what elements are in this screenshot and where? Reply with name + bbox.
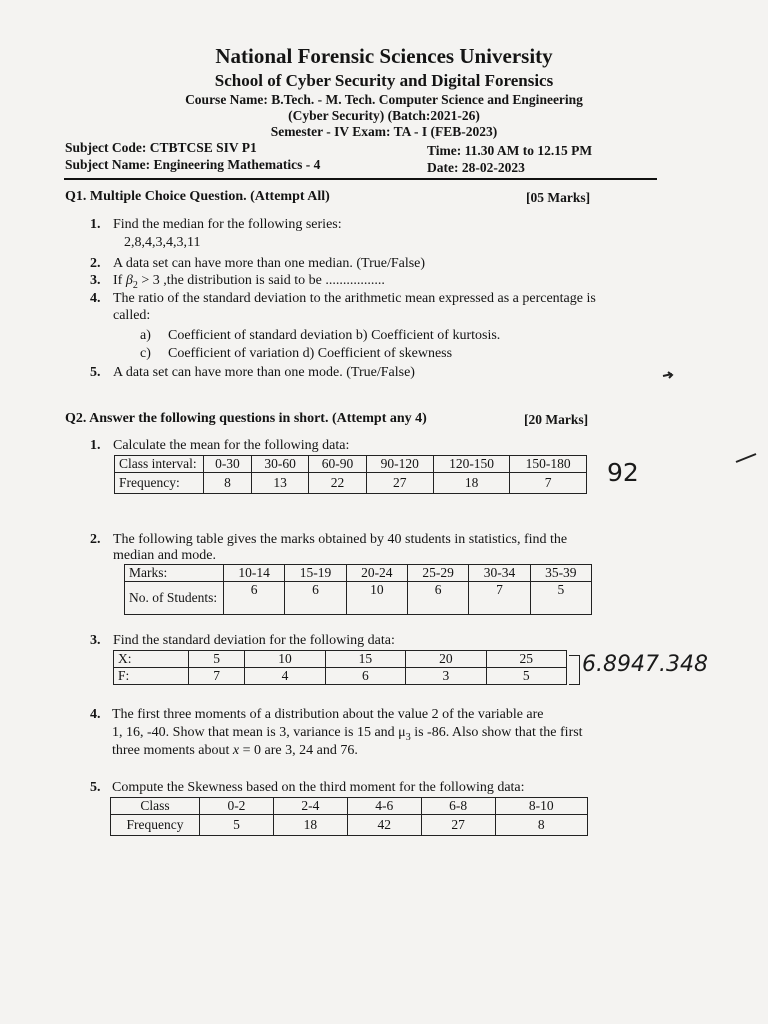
table-cell: 13 — [251, 473, 308, 494]
semester-line: Semester - IV Exam: TA - I (FEB-2023) — [270, 124, 498, 139]
q1-item-4-text-cont: called: — [113, 308, 151, 323]
q2-4-text: The first three moments of a distribution about the value 2 of the variable are — [112, 707, 544, 722]
table-cell: 5 — [200, 815, 274, 836]
table-cell: 6 — [325, 668, 405, 685]
table-cell: 27 — [421, 815, 495, 836]
table-row — [114, 651, 567, 668]
subject-name: Subject Name: Engineering Mathematics - 4 — [65, 157, 321, 172]
q1-item-4-text: The ratio of the standard deviation to the arithmetic mean expressed as a percentage is — [113, 291, 596, 306]
course-name: Course Name: B.Tech. - M. Tech. Computer Science and Engineering — [185, 92, 583, 107]
q1-item-number: 5. — [90, 365, 101, 380]
table-cell: 5 — [189, 651, 245, 668]
q1-item-3-text — [113, 273, 385, 291]
table-cell: 7 — [469, 582, 530, 615]
table-row — [115, 473, 587, 494]
q1-option-cd: Coefficient of variation d) Coefficient of skewness — [168, 346, 453, 361]
table-cell: Class — [111, 798, 200, 815]
table-cell: 8 — [204, 473, 252, 494]
table-row — [125, 582, 592, 615]
table-cell: 7 — [510, 473, 587, 494]
table-cell: 25-29 — [407, 565, 468, 582]
handwritten-answer-q2-1: 92 — [607, 458, 639, 487]
table-row — [111, 798, 588, 815]
table-cell: 15-19 — [285, 565, 346, 582]
table-cell: 120-150 — [433, 456, 510, 473]
q2-4-text-line2 — [112, 725, 583, 743]
table-cell: 6 — [224, 582, 285, 615]
q1-item-5-text: A data set can have more than one mode. (True/False) — [113, 365, 415, 380]
q1-item-3-post: > 3 ,the distribution is said to be ................. — [137, 273, 385, 288]
table-row — [115, 456, 587, 473]
q1-item-number: 3. — [90, 273, 101, 288]
table-cell: 30-60 — [251, 456, 308, 473]
q2-5-text: Compute the Skewness based on the third moment for the following data: — [112, 780, 525, 795]
handwritten-answer-q2-3: 6.8947.348 — [582, 652, 708, 677]
q1-item-number: 1. — [90, 217, 101, 232]
table-cell: 10 — [346, 582, 407, 615]
table-cell: 10-14 — [224, 565, 285, 582]
q1-item-number: 2. — [90, 256, 101, 271]
table-cell: 150-180 — [510, 456, 587, 473]
table-cell: 35-39 — [530, 565, 591, 582]
q2-3-table — [113, 650, 567, 685]
table-cell: Class interval: — [115, 456, 204, 473]
table-row — [114, 668, 567, 685]
subject-code: Subject Code: CTBTCSE SIV P1 — [65, 140, 257, 155]
table-cell: 90-120 — [366, 456, 433, 473]
q1-item-2-text: A data set can have more than one median. (True/False) — [113, 256, 426, 271]
beta-subscript: 2 — [132, 279, 138, 291]
q1-option-label: c) — [140, 346, 151, 361]
hand-bracket — [569, 655, 580, 685]
table-cell: 7 — [189, 668, 245, 685]
q2-title: Q2. Answer the following questions in short. (Attempt any 4) — [65, 411, 427, 426]
table-cell: 42 — [347, 815, 421, 836]
q2-2-table — [124, 564, 592, 615]
pen-mark — [734, 450, 760, 466]
table-cell: 3 — [406, 668, 486, 685]
table-cell: 60-90 — [309, 456, 366, 473]
q1-option-label: a) — [140, 328, 151, 343]
q2-2-text-cont: median and mode. — [113, 548, 217, 563]
table-cell: 20 — [406, 651, 486, 668]
q2-4-line3-a: three moments about — [112, 743, 233, 758]
table-cell: 20-24 — [346, 565, 407, 582]
q1-item-number: 4. — [90, 291, 101, 306]
table-cell: F: — [114, 668, 189, 685]
university-name: National Forensic Sciences University — [215, 44, 553, 68]
mu-symbol: μ — [398, 725, 406, 740]
table-cell: 5 — [530, 582, 591, 615]
x-variable: x — [232, 743, 240, 758]
table-cell: 8 — [495, 815, 587, 836]
q2-4-line2-a: 1, 16, -40. Show that mean is 3, variance is 15 and — [112, 725, 399, 740]
q1-item-1-text: Find the median for the following series: — [113, 217, 342, 232]
q2-2-text: The following table gives the marks obtained by 40 students in statistics, find the — [113, 532, 568, 547]
q2-3-text: Find the standard deviation for the following data: — [113, 633, 395, 648]
table-cell: 15 — [325, 651, 405, 668]
q2-4-line3-b: = 0 are 3, 24 and 76. — [239, 743, 358, 758]
table-cell: 5 — [486, 668, 566, 685]
school-name: School of Cyber Security and Digital Forensics — [214, 71, 554, 90]
q1-item-3-pre: If — [113, 273, 126, 288]
table-cell: Marks: — [125, 565, 224, 582]
batch-line: (Cyber Security) (Batch:2021-26) — [288, 108, 480, 123]
exam-time: Time: 11.30 AM to 12.15 PM — [427, 143, 593, 158]
pen-mark — [660, 368, 682, 382]
q1-item-1-series: 2,8,4,3,4,3,11 — [124, 235, 201, 250]
table-cell: 10 — [245, 651, 325, 668]
header-divider — [64, 178, 657, 180]
table-cell: 0-30 — [204, 456, 252, 473]
table-cell: 6 — [407, 582, 468, 615]
table-cell: 4-6 — [347, 798, 421, 815]
q2-marks: [20 Marks] — [524, 412, 589, 427]
q2-5-table — [110, 797, 588, 836]
table-cell: 18 — [433, 473, 510, 494]
table-cell: 25 — [486, 651, 566, 668]
q2-item-number: 2. — [90, 532, 101, 547]
q2-4-text-line3 — [112, 743, 358, 759]
table-cell: 30-34 — [469, 565, 530, 582]
table-cell: 6 — [285, 582, 346, 615]
mu-subscript: 3 — [405, 731, 411, 743]
table-cell: Frequency — [111, 815, 200, 836]
table-cell: 6-8 — [421, 798, 495, 815]
table-cell: X: — [114, 651, 189, 668]
table-cell: 8-10 — [495, 798, 587, 815]
q1-marks: [05 Marks] — [526, 190, 591, 205]
table-cell: 0-2 — [200, 798, 274, 815]
q2-1-table — [114, 455, 587, 494]
q2-4-line2-b: is -86. Also show that the first — [410, 725, 583, 740]
q1-title: Q1. Multiple Choice Question. (Attempt All) — [65, 189, 330, 204]
table-row — [125, 565, 592, 582]
table-cell: 4 — [245, 668, 325, 685]
q2-1-text: Calculate the mean for the following data: — [113, 438, 350, 453]
table-cell: 22 — [309, 473, 366, 494]
q2-item-number: 3. — [90, 633, 101, 648]
table-cell: 27 — [366, 473, 433, 494]
table-cell: 2-4 — [273, 798, 347, 815]
q2-item-number: 1. — [90, 438, 101, 453]
table-cell: 18 — [273, 815, 347, 836]
exam-date: Date: 28-02-2023 — [427, 160, 525, 175]
table-row — [111, 815, 588, 836]
q2-item-number: 4. — [90, 707, 101, 722]
table-cell: Frequency: — [115, 473, 204, 494]
beta-symbol: β — [125, 273, 133, 288]
q1-option-ab: Coefficient of standard deviation b) Coefficient of kurtosis. — [168, 328, 501, 343]
table-cell: No. of Students: — [125, 582, 224, 615]
q2-item-number: 5. — [90, 780, 101, 795]
